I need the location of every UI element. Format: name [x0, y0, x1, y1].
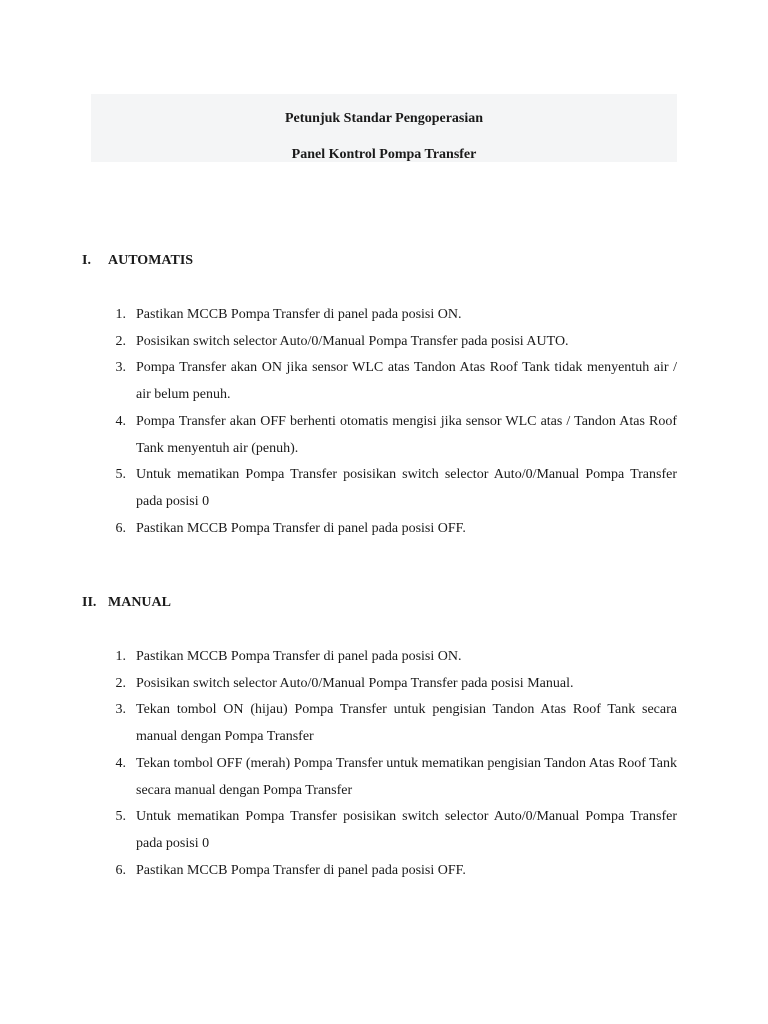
document-title: Petunjuk Standar Pengoperasian	[284, 111, 484, 126]
list-item	[104, 751, 677, 804]
section-heading-manual	[82, 594, 171, 612]
section-title: AUTOMATIS	[108, 253, 194, 268]
list-item	[104, 462, 677, 515]
list-item	[104, 409, 677, 462]
step-text: Pastikan MCCB Pompa Transfer di panel pada posisi OFF.	[136, 520, 466, 536]
step-number: 5.	[115, 809, 126, 825]
step-number: 1.	[115, 649, 126, 664]
document-title-box	[91, 94, 677, 162]
step-number: 6.	[115, 520, 126, 536]
list-item	[104, 804, 677, 857]
document-subtitle: Panel Kontrol Pompa Transfer	[291, 147, 477, 162]
list-item	[104, 516, 677, 543]
step-text: Untuk mematikan Pompa Transfer posisikan switch selector Auto/0/Manual Pompa Transfer pada posisi 0	[136, 467, 677, 509]
steps-list-manual	[104, 644, 677, 884]
step-text: Posisikan switch selector Auto/0/Manual Pompa Transfer pada posisi AUTO.	[136, 333, 569, 349]
step-number: 3.	[115, 702, 126, 718]
list-item	[104, 671, 677, 698]
section-number: II.	[82, 595, 97, 610]
step-text: Tekan tombol OFF (merah) Pompa Transfer untuk mematikan pengisian Tandon Atas Roof Tank secara manual dengan Pompa Transfer	[136, 755, 677, 798]
step-number: 1.	[115, 307, 126, 322]
step-number: 3.	[115, 360, 126, 376]
step-text: Tekan tombol ON (hijau) Pompa Transfer untuk pengisian Tandon Atas Roof Tank secara manual dengan Pompa Transfer	[136, 702, 677, 745]
step-text: Pastikan MCCB Pompa Transfer di panel pada posisi ON.	[136, 307, 462, 322]
step-number: 5.	[115, 467, 126, 483]
list-item	[104, 644, 677, 671]
step-number: 2.	[115, 333, 126, 349]
list-item	[104, 302, 677, 329]
step-number: 4.	[115, 413, 126, 429]
list-item	[104, 355, 677, 408]
step-text: Pompa Transfer akan ON jika sensor WLC atas Tandon Atas Roof Tank tidak menyentuh air / air belum penuh.	[136, 360, 677, 403]
steps-list-automatis	[104, 302, 677, 542]
step-text: Pastikan MCCB Pompa Transfer di panel pada posisi OFF.	[136, 862, 466, 878]
section-title: MANUAL	[108, 595, 171, 610]
step-number: 2.	[115, 675, 126, 691]
step-number: 6.	[115, 862, 126, 878]
step-text: Untuk mematikan Pompa Transfer posisikan switch selector Auto/0/Manual Pompa Transfer pada posisi 0	[136, 809, 677, 851]
list-item	[104, 858, 677, 885]
list-item	[104, 697, 677, 750]
section-heading-automatis	[82, 252, 193, 270]
step-text: Pastikan MCCB Pompa Transfer di panel pada posisi ON.	[136, 649, 462, 664]
section-number: I.	[82, 253, 91, 268]
step-text: Posisikan switch selector Auto/0/Manual Pompa Transfer pada posisi Manual.	[136, 675, 574, 691]
list-item	[104, 329, 677, 356]
step-number: 4.	[115, 755, 126, 771]
step-text: Pompa Transfer akan OFF berhenti otomatis mengisi jika sensor WLC atas / Tandon Atas Roof Tank menyentuh air (penuh).	[136, 413, 677, 456]
